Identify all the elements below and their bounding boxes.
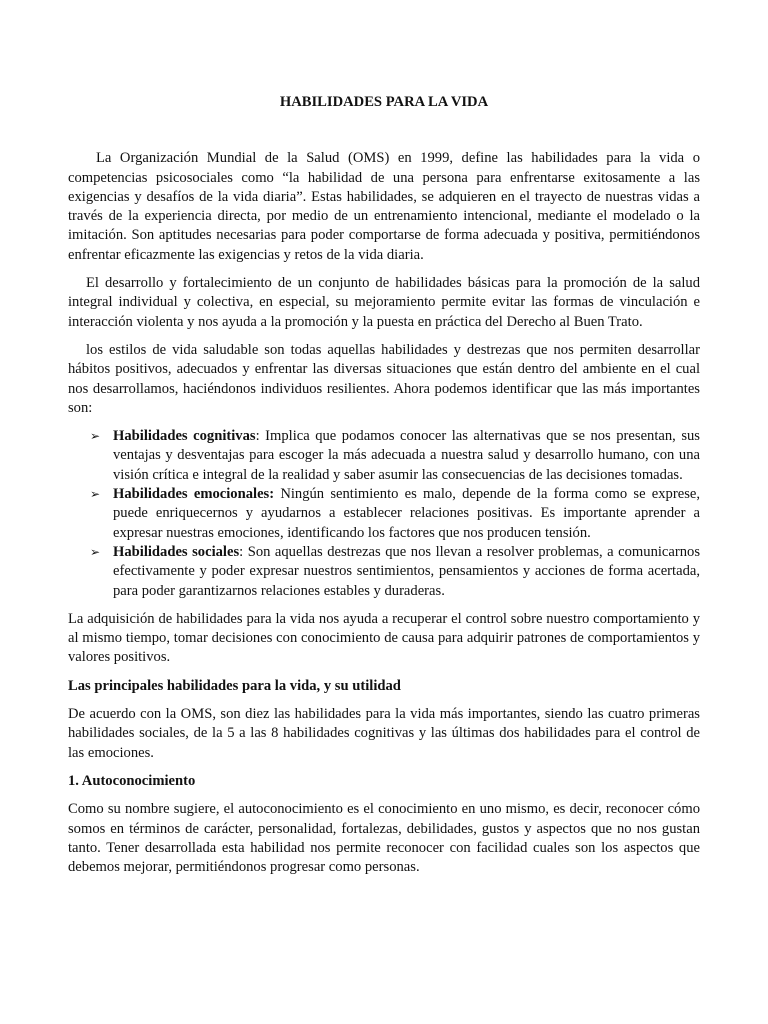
list-item-term: Habilidades cognitivas xyxy=(113,428,256,445)
list-item-text: Ningún sentimiento es malo, depende de la forma como se exprese, puede enriquecernos y ayudarnos a establecer relaciones positivas. Es importante aprender a expresar nuestras emociones, identificando los factores que nos producen tensión. xyxy=(113,486,700,541)
section-heading-principal-skills: Las principales habilidades para la vida, y su utilidad xyxy=(68,677,401,694)
arrow-bullet-icon: ➢ xyxy=(90,544,101,559)
list-item-term: Habilidades emocionales: xyxy=(113,486,275,503)
list-item xyxy=(68,543,700,601)
document-title: HABILIDADES PARA LA VIDA xyxy=(279,94,489,110)
list-item-text: : Implica que podamos conocer las alternativas que se nos presentan, sus ventajas y desventajas para escoger la más adecuada a nuestra salud y desarrollo humano, con una visión crítica e integral de la realidad y saber asumir las consecuencias de las decisiones tomadas. xyxy=(113,428,700,483)
list-item xyxy=(68,485,700,543)
list-item-text: : Son aquellas destrezas que nos llevan a resolver problemas, a comunicarnos efectivamente y poder expresar nuestros sentimientos, pensamientos y acciones de forma acertada, para poder garantizarnos relaciones estables y duraderas. xyxy=(113,543,701,599)
document-page xyxy=(68,93,700,886)
paragraph-oms-definition: La Organización Mundial de la Salud (OMS) en 1999, define las habilidades para la vida o competencias psicosociales como “la habilidad de una persona para enfrentarse exitosamente a las exigencias y desafíos de la vida diaria”. Estas habilidades, se adquieren en el trayecto de nuestras vidas a través de la experiencia directa, por medio de un entrenamiento intencional, mediante el modelado o la imitación. Son aptitudes necesarias para poder comportarse de forma adecuada y positiva, permitiéndonos enfrentar eficazmente las exigencias y retos de la vida diaria. xyxy=(68,150,700,263)
arrow-bullet-icon: ➢ xyxy=(90,429,101,444)
list-item-term: Habilidades sociales xyxy=(113,543,240,560)
paragraph-oms-ten-skills: De acuerdo con la OMS, son diez las habilidades para la vida más importantes, siendo las cuatro primeras habilidades sociales, de la 5 a las 8 habilidades cognitivas y las últimas dos habilidades para el control de las emociones. xyxy=(68,706,700,761)
arrow-bullet-icon: ➢ xyxy=(90,487,101,502)
paragraph-acquisition: La adquisición de habilidades para la vida nos ayuda a recuperar el control sobre nuestro comportamiento y al mismo tiempo, tomar decisiones con conocimiento de causa para adquirir patrones de comportamientos y valores positivos. xyxy=(68,610,700,666)
list-item xyxy=(68,427,700,485)
section-heading-self-knowledge: 1. Autoconocimiento xyxy=(68,772,196,789)
paragraph-development: El desarrollo y fortalecimiento de un conjunto de habilidades básicas para la promoción de la salud integral individual y colectiva, en especial, su mejoramiento permite evitar las formas de vinculación e interacción violenta y nos ayuda a la promoción y la puesta en práctica del Derecho al Buen Trato. xyxy=(68,275,700,330)
paragraph-self-knowledge: Como su nombre sugiere, el autoconocimiento es el conocimiento en uno mismo, es decir, reconocer cómo somos en términos de carácter, personalidad, fortalezas, debilidades, gustos y aspectos que no nos gustan tanto. Tener desarrollada esta habilidad nos permite reconocer con facilidad cuales son los aspectos que debemos mejorar, permitiéndonos progresar como personas. xyxy=(68,801,700,876)
skills-list xyxy=(68,427,700,601)
paragraph-lifestyles: los estilos de vida saludable son todas aquellas habilidades y destrezas que nos permiten desarrollar hábitos positivos, adecuados y enfrentar las diversas situaciones que están dentro del ambiente en el cual nos desarrollamos, haciéndonos individuos resilientes. Ahora podemos identificar que las más importantes son: xyxy=(68,341,700,416)
